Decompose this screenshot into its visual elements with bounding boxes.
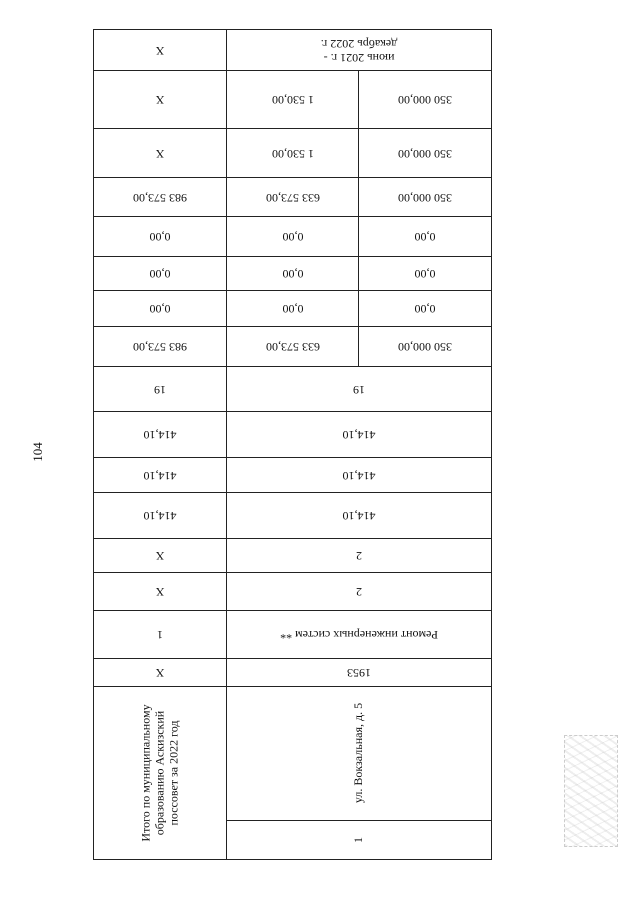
table-row	[94, 610, 492, 659]
table-cell: 414,10	[342, 468, 376, 483]
table-cell: 350 000,00	[398, 92, 452, 107]
table-cell: 350 000,00	[398, 146, 452, 161]
table-cell: 2	[356, 584, 362, 599]
table-cell: 19	[154, 382, 166, 397]
table-cell: 983 573,00	[133, 190, 187, 205]
table-cell: 633 573,00	[265, 339, 320, 354]
table-row	[94, 30, 492, 71]
table-cell: X	[155, 92, 165, 107]
table-cell: 0,00	[282, 266, 303, 281]
table-cell: X	[155, 584, 165, 599]
table-cell: 633 573,00	[265, 190, 320, 205]
table-cell: 0,00	[149, 266, 171, 281]
table-cell: 350 000,00	[398, 190, 452, 205]
table-row	[94, 366, 492, 412]
table-cell: 19	[353, 382, 365, 397]
summary-label: Итого по муниципальному образованию Аскизский поссовет за 2022 год	[138, 703, 180, 842]
table-cell: 1 530,00	[271, 92, 314, 107]
table-row	[94, 256, 492, 291]
address-cell: ул. Вокзальная, д. 5	[351, 702, 366, 804]
table-row	[94, 411, 492, 458]
table-row	[94, 658, 492, 687]
table-cell: 414,10	[143, 468, 177, 483]
table-cell: 0,00	[414, 229, 436, 244]
table-cell: 350 000,00	[398, 339, 452, 354]
table-row	[94, 457, 492, 493]
data-table	[93, 29, 492, 860]
table-cell: Ремонт инженерных систем **	[280, 627, 438, 642]
row-number: 1	[351, 837, 366, 843]
table-cell: 414,10	[342, 427, 376, 442]
table-cell: 0,00	[414, 301, 436, 316]
table-cell: 0,00	[282, 229, 303, 244]
table-cell: X	[155, 548, 165, 563]
table-cell: 1953	[347, 665, 371, 680]
table-cell: 0,00	[149, 229, 171, 244]
table-row	[94, 70, 492, 129]
table-cell: 983 573,00	[133, 339, 187, 354]
table-cell: X	[155, 146, 165, 161]
table-cell: 1	[157, 627, 163, 642]
table-row	[94, 128, 492, 178]
table-cell: 0,00	[149, 301, 171, 316]
table-row	[94, 492, 492, 539]
table-cell: 2	[356, 548, 362, 563]
table-row	[94, 290, 492, 327]
table-row	[94, 538, 492, 573]
table-row-summary	[94, 686, 492, 860]
table-row	[94, 326, 492, 367]
table-cell: 0,00	[282, 301, 303, 316]
table-cell: июнь 2021 г. - декабрь 2022 г.	[320, 37, 398, 65]
page-number: 104	[30, 442, 45, 462]
table-cell: 414,10	[143, 427, 177, 442]
table-cell: 1 530,00	[271, 146, 314, 161]
table-row	[94, 572, 492, 611]
table-cell: 414,10	[143, 508, 177, 523]
table-cell: X	[155, 665, 165, 680]
table-row	[94, 216, 492, 257]
table-row	[94, 177, 492, 217]
table-cell: 414,10	[342, 508, 376, 523]
stamp	[564, 735, 618, 847]
table-cell: 0,00	[414, 266, 436, 281]
table-cell: X	[155, 43, 165, 58]
